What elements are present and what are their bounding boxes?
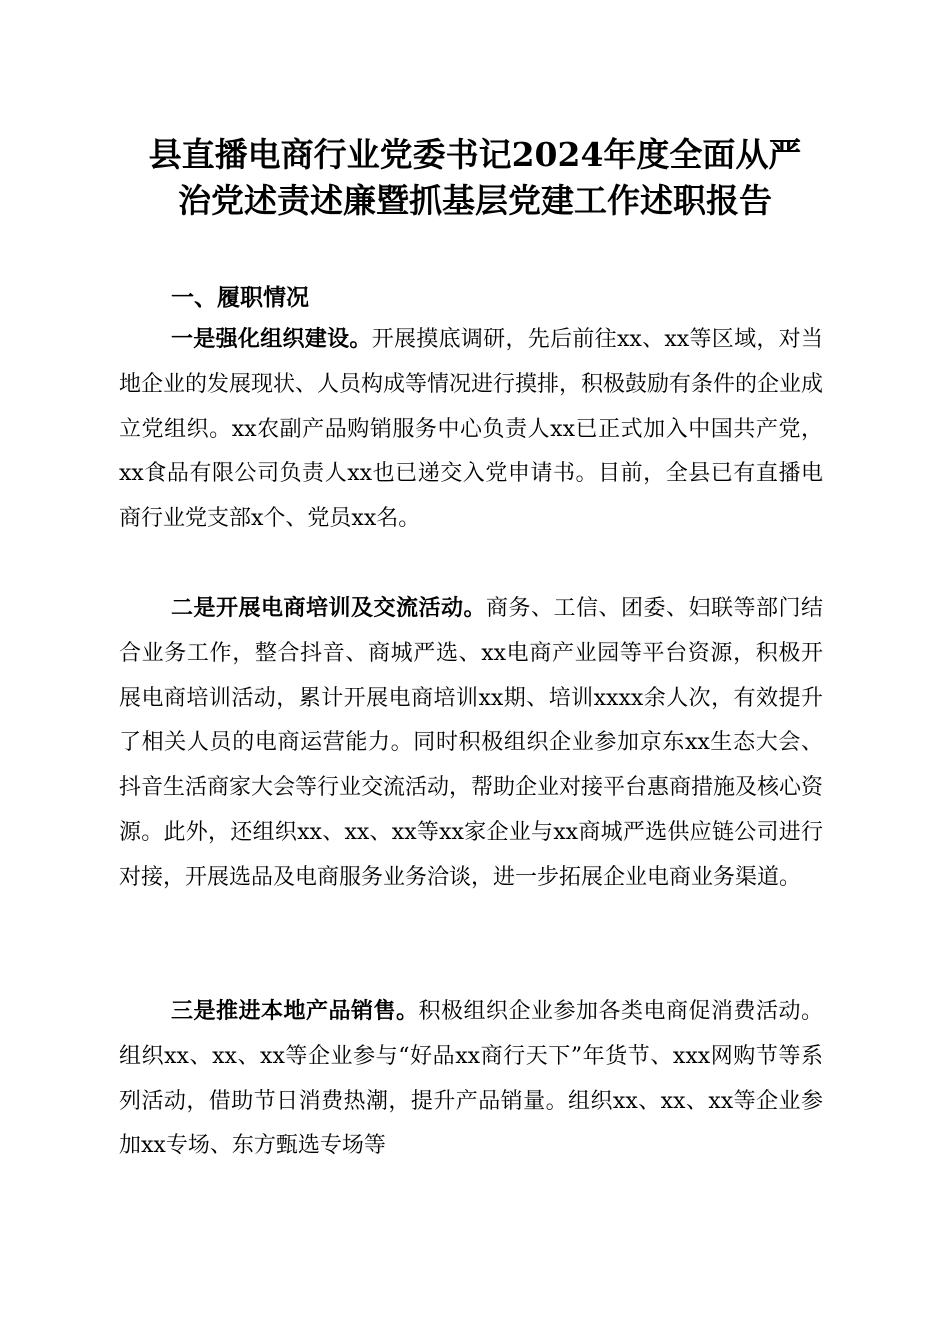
paragraph-training (119, 587, 823, 901)
paragraph-organization (119, 318, 823, 542)
title-line-1: 县直播电商行业党委书记2024年度全面从严 (148, 135, 802, 174)
document-title (100, 132, 850, 224)
paragraph-text: 商务、工信、团委、妇联等部门结合业务工作，整合抖音、商城严选、xx电商产业园等平台资源，积极开展电商培训活动，累计开展电商培训xx期、培训xxxx余人次，有效提升了相关人员的电商运营能力。同时积极组织企业参加京东xx生态大会、抖音生活商家大会等行业交流活动，帮助企业对接平台惠商措施及核心资源。此外，还组织xx、xx、xx等xx家企业与xx商城严选供应链公司进行对接，开展选品及电商服务业务洽谈，进一步拓展企业电商业务渠道。 (119, 596, 824, 890)
section-heading: 一、履职情况 (171, 285, 309, 311)
paragraph-text: 积极组织企业参加各类电商促消费活动。组织xx、xx、xx等企业参与“好品xx商行天下”年货节、xxx网购节等系列活动，借助节日消费热潮，提升产品销量。组织xx、xx、xx等企业参加xx专场、东方甄选专场等 (119, 999, 823, 1159)
title-line-2: 治党述责述廉暨抓基层党建工作述职报告 (178, 181, 772, 220)
paragraph-sales (119, 990, 823, 1169)
paragraph-lead: 一是强化组织建设。 (171, 327, 372, 352)
paragraph-lead: 三是推进本地产品销售。 (171, 999, 419, 1024)
paragraph-text: 开展摸底调研，先后前往xx、xx等区域，对当地企业的发展现状、人员构成等情况进行摸排，积极鼓励有条件的企业成立党组织。xx农副产品购销服务中心负责人xx已正式加入中国共产党，xx食品有限公司负责人xx也已递交入党申请书。目前，全县已有直播电商行业党支部x个、党员xx名。 (119, 327, 824, 532)
paragraph-lead: 二是开展电商培训及交流活动。 (171, 596, 486, 621)
